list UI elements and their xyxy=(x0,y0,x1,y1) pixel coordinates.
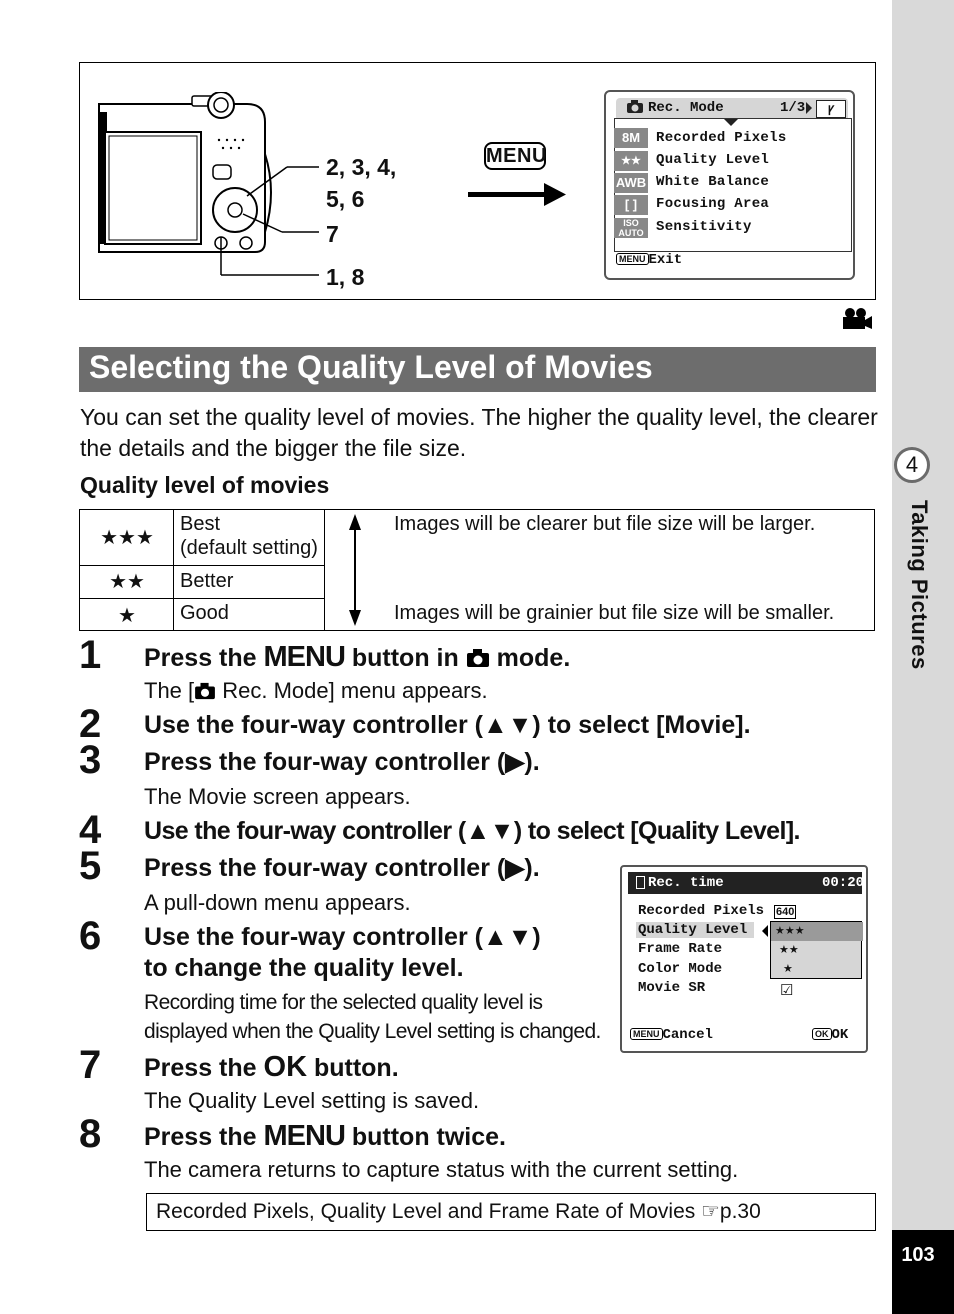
step-text: mode. xyxy=(489,644,571,672)
lcd-item-focusing-area: Focusing Area xyxy=(656,196,770,212)
camera-icon xyxy=(626,100,644,119)
white-balance-icon: AWB xyxy=(614,173,648,193)
lcd-item-quality-level: Quality Level xyxy=(656,152,770,168)
lcd2-item-color-mode: Color Mode xyxy=(638,961,723,977)
step-number: 3 xyxy=(79,738,102,782)
lcd2-header-title: Rec. time xyxy=(648,875,724,891)
step-7-title xyxy=(144,1051,399,1084)
lcd2-footer-cancel xyxy=(630,1027,713,1043)
step-6-title-line1: Use the four-way controller (▲▼) xyxy=(144,923,541,951)
step-label-1-8: 1, 8 xyxy=(326,264,365,290)
lcd-footer xyxy=(616,252,682,268)
right-arrow-icon xyxy=(468,182,568,208)
step-number: 1 xyxy=(79,633,102,677)
quality-best-label: Best xyxy=(180,513,221,535)
quality-pulldown-menu xyxy=(770,921,862,979)
rec-mode-menu-screen xyxy=(604,90,855,280)
step-label-2-6-a: 2, 3, 4, xyxy=(326,154,397,180)
quality-level-table xyxy=(79,509,875,631)
step-number: 4 xyxy=(79,808,102,852)
reference-link[interactable]: Recorded Pixels, Quality Level and Frame Rate of Movies ☞p.30 xyxy=(156,1200,761,1223)
stars-best: ★★★ xyxy=(100,527,154,549)
camera-icon xyxy=(466,648,490,668)
menu-mini-key: MENU xyxy=(616,253,649,265)
pulldown-option-3-stars: ★★★ xyxy=(775,925,805,937)
step-6-sub-line1: Recording time for the selected quality level is xyxy=(144,991,543,1014)
step-number: 5 xyxy=(79,844,102,888)
lcd2-header-time: 00:20 xyxy=(822,875,865,891)
left-pointer-icon xyxy=(762,925,768,937)
step-text: Rec. Mode] menu appears. xyxy=(216,678,488,703)
memory-card-icon xyxy=(636,876,645,889)
step-text: Press the xyxy=(144,644,264,672)
lcd2-cancel-label: Cancel xyxy=(662,1027,713,1043)
lcd2-ok-label: OK xyxy=(831,1027,849,1043)
step-number: 6 xyxy=(79,914,102,958)
movie-menu-screen xyxy=(620,865,868,1053)
ok-mini-key: OK xyxy=(812,1028,832,1040)
menu-mini-key: MENU xyxy=(630,1028,663,1040)
step-3-sub: The Movie screen appears. xyxy=(144,784,411,809)
quality-top-description: Images will be clearer but file size will be larger. xyxy=(394,513,816,535)
step-number: 7 xyxy=(79,1043,102,1087)
lcd-item-recorded-pixels: Recorded Pixels xyxy=(656,130,787,146)
lcd-header xyxy=(616,98,848,118)
step-1-sub xyxy=(144,678,488,704)
chapter-number: 4 xyxy=(905,452,919,477)
step-number: 2 xyxy=(79,702,102,746)
lcd-item-white-balance: White Balance xyxy=(656,174,770,190)
stars-good: ★ xyxy=(118,605,136,627)
recorded-pixels-value: 640 xyxy=(776,906,795,918)
step-text: button twice. xyxy=(344,1123,507,1151)
checkbox-checked-icon: ☑ xyxy=(780,982,794,999)
step-text: The [ xyxy=(144,678,195,703)
step-6-sub-line2: displayed when the Quality Level setting is changed. xyxy=(144,1020,601,1043)
quality-better-label: Better xyxy=(180,570,234,592)
lcd2-item-movie-sr: Movie SR xyxy=(638,980,706,996)
step-text: button in xyxy=(344,644,466,672)
step-3-title: Press the four-way controller (▶). xyxy=(144,748,540,776)
lcd-header-title: Rec. Mode xyxy=(648,100,724,116)
quality-best-note: (default setting) xyxy=(180,537,318,559)
pulldown-option-1-star: ★ xyxy=(783,963,793,975)
step-2-title: Use the four-way controller (▲▼) to select [Movie]. xyxy=(144,711,751,739)
stars-better: ★★ xyxy=(109,571,145,593)
step-number: 8 xyxy=(79,1112,102,1156)
step-5-sub: A pull-down menu appears. xyxy=(144,890,411,915)
lcd2-item-recorded-pixels: Recorded Pixels xyxy=(638,903,765,919)
quality-bottom-description: Images will be grainier but file size will be smaller. xyxy=(394,602,835,624)
sensitivity-icon: ISO AUTO xyxy=(614,218,648,238)
step-6-title-line2: to change the quality level. xyxy=(144,954,464,982)
table-heading: Quality level of movies xyxy=(80,472,330,498)
step-1-title xyxy=(144,641,570,674)
lcd2-item-frame-rate: Frame Rate xyxy=(638,941,723,957)
step-label-7: 7 xyxy=(326,221,339,247)
step-label-2-6-b: 5, 6 xyxy=(326,186,365,212)
ok-button-label: OK xyxy=(263,1051,308,1083)
lcd2-header xyxy=(628,872,865,894)
step-8-sub: The camera returns to capture status with the current setting. xyxy=(144,1157,739,1182)
intro-paragraph: You can set the quality level of movies. The higher the quality level, the clearer the details and the bigger the file size. xyxy=(80,404,878,461)
page-number-box xyxy=(892,1230,954,1314)
lcd-header-page: 1/3 xyxy=(780,100,806,116)
menu-key-icon: MENU xyxy=(484,142,546,170)
camera-icon xyxy=(194,682,216,700)
quality-good-label: Good xyxy=(180,602,229,624)
lcd2-item-quality-level: Quality Level xyxy=(636,922,754,938)
page-number: 103 xyxy=(901,1244,935,1266)
chapter-title: Taking Pictures xyxy=(907,500,932,670)
step-7-sub: The Quality Level setting is saved. xyxy=(144,1088,480,1113)
menu-button-label: MENU xyxy=(263,641,345,673)
step-8-title xyxy=(144,1120,506,1153)
play-right-icon xyxy=(806,102,812,114)
lcd2-footer-ok xyxy=(812,1027,848,1043)
settings-tab-icon: ꝩ xyxy=(816,100,846,118)
focusing-area-icon: [ ] xyxy=(614,195,648,215)
menu-button-label: MENU xyxy=(263,1120,345,1152)
double-arrow-icon xyxy=(347,514,363,626)
chapter-number-badge xyxy=(894,447,930,483)
step-4-title: Use the four-way controller (▲▼) to select [Quality Level]. xyxy=(144,817,800,845)
lcd-item-sensitivity: Sensitivity xyxy=(656,219,752,235)
recorded-pixels-icon: 8M xyxy=(614,128,648,148)
step-text: Press the xyxy=(144,1054,264,1082)
step-text: Press the xyxy=(144,1123,264,1151)
lcd-footer-exit: Exit xyxy=(648,252,683,268)
movie-mode-icon xyxy=(841,307,873,331)
quality-level-icon: ★★ xyxy=(614,151,648,171)
step-5-title: Press the four-way controller (▶). xyxy=(144,854,540,882)
pulldown-option-2-stars: ★★ xyxy=(779,944,799,956)
section-title: Selecting the Quality Level of Movies xyxy=(89,349,653,385)
step-text: button. xyxy=(307,1054,399,1082)
camera-back-illustration xyxy=(97,92,327,282)
